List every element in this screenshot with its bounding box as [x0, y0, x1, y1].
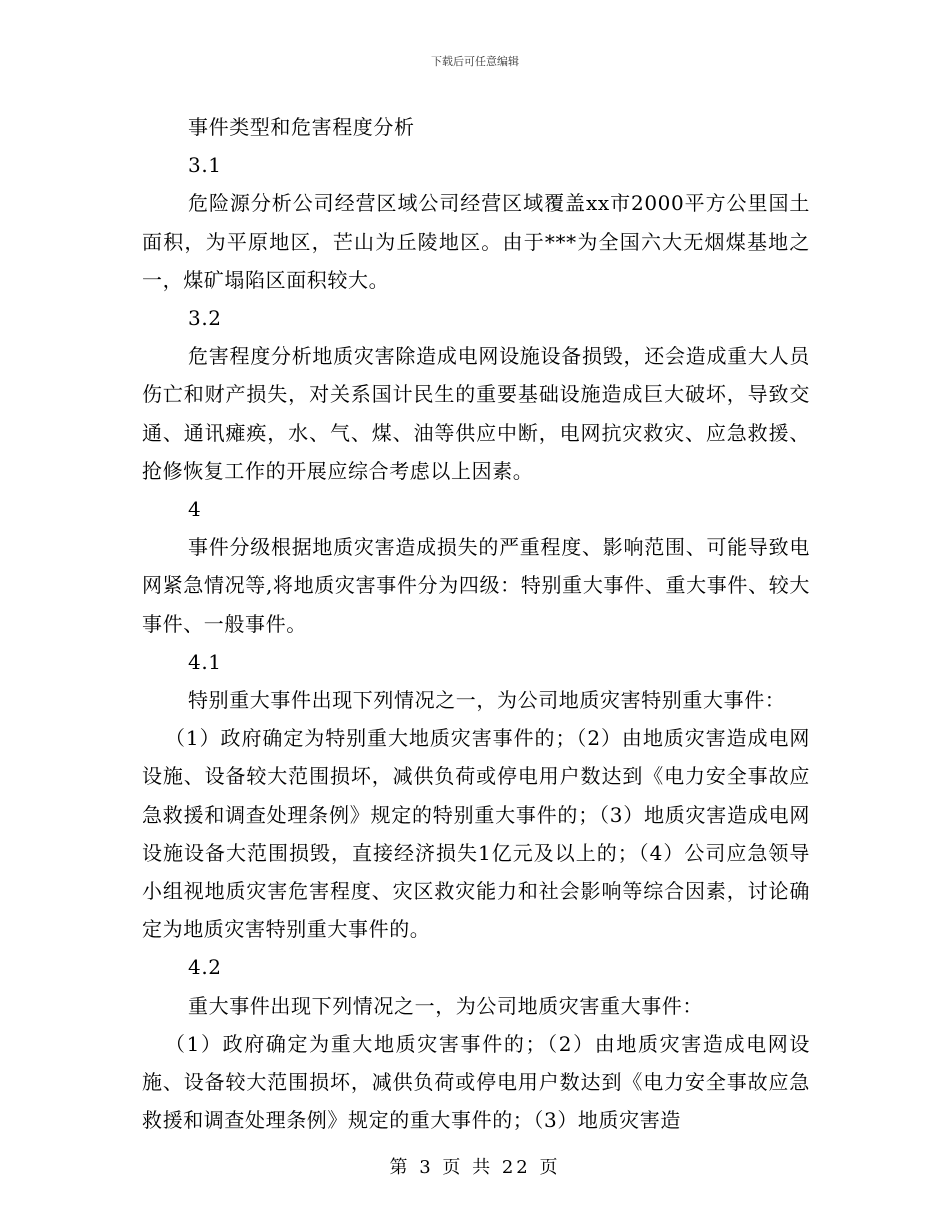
page-header-note: 下载后可任意编辑 — [431, 55, 519, 68]
section-number-4: 4 — [188, 497, 202, 522]
section-number-3-1: 3.1 — [188, 153, 222, 178]
section-number-4-2: 4.2 — [188, 955, 222, 980]
paragraph-major-conditions: （1）政府确定为重大地质灾害事件的；（2）由地质灾害造成电网设施、设备较大范围损坏，减供负荷或停电用户数达到《电力安全事故应急救援和调查处理条例》规定的重大事件的；（3）地质灾害造 — [142, 1031, 810, 1133]
section-heading-event-types: 事件类型和危害程度分析 — [188, 115, 415, 139]
paragraph-event-grading: 事件分级根据地质灾害造成损失的严重程度、影响范围、可能导致电网紧急情况等,将地质灾害事件分为四级：特别重大事件、重大事件、较大事件、一般事件。 — [142, 535, 810, 636]
section-number-3-2: 3.2 — [188, 306, 222, 331]
page-number-footer: 第 3 页 共 22 页 — [389, 1157, 561, 1178]
paragraph-hazard-source: 危险源分析公司经营区域公司经营区域覆盖xx市2000平方公里国土面积，为平原地区，芒山为丘陵地区。由于***为全国六大无烟煤基地之一，煤矿塌陷区面积较大。 — [142, 191, 810, 292]
paragraph-major-intro: 重大事件出现下列情况之一，为公司地质灾害重大事件： — [188, 993, 703, 1018]
document-body — [142, 108, 810, 1139]
paragraph-especially-major-intro: 特别重大事件出现下列情况之一，为公司地质灾害特别重大事件： — [188, 688, 786, 713]
paragraph-especially-major-conditions: （1）政府确定为特别重大地质灾害事件的；（2）由地质灾害造成电网设施、设备较大范围损坏，减供负荷或停电用户数达到《电力安全事故应急救援和调查处理条例》规定的特别重大事件的；（3）地质灾害造成电网设施设备大范围损毁，直接经济损失1亿元及以上的；（4）公司应急领导小组视地质灾害危害程度、灾区救灾能力和社会影响等综合因素，讨论确定为地质灾害特别重大事件的。 — [142, 726, 810, 942]
paragraph-harm-degree: 危害程度分析地质灾害除造成电网设施设备损毁，还会造成重大人员伤亡和财产损失，对关系国计民生的重要基础设施造成巨大破坏，导致交通、通讯瘫痪，水、气、煤、油等供应中断，电网抗灾救灾、应急救援、抢修恢复工作的开展应综合考虑以上因素。 — [142, 344, 810, 483]
section-number-4-1: 4.1 — [188, 649, 222, 674]
